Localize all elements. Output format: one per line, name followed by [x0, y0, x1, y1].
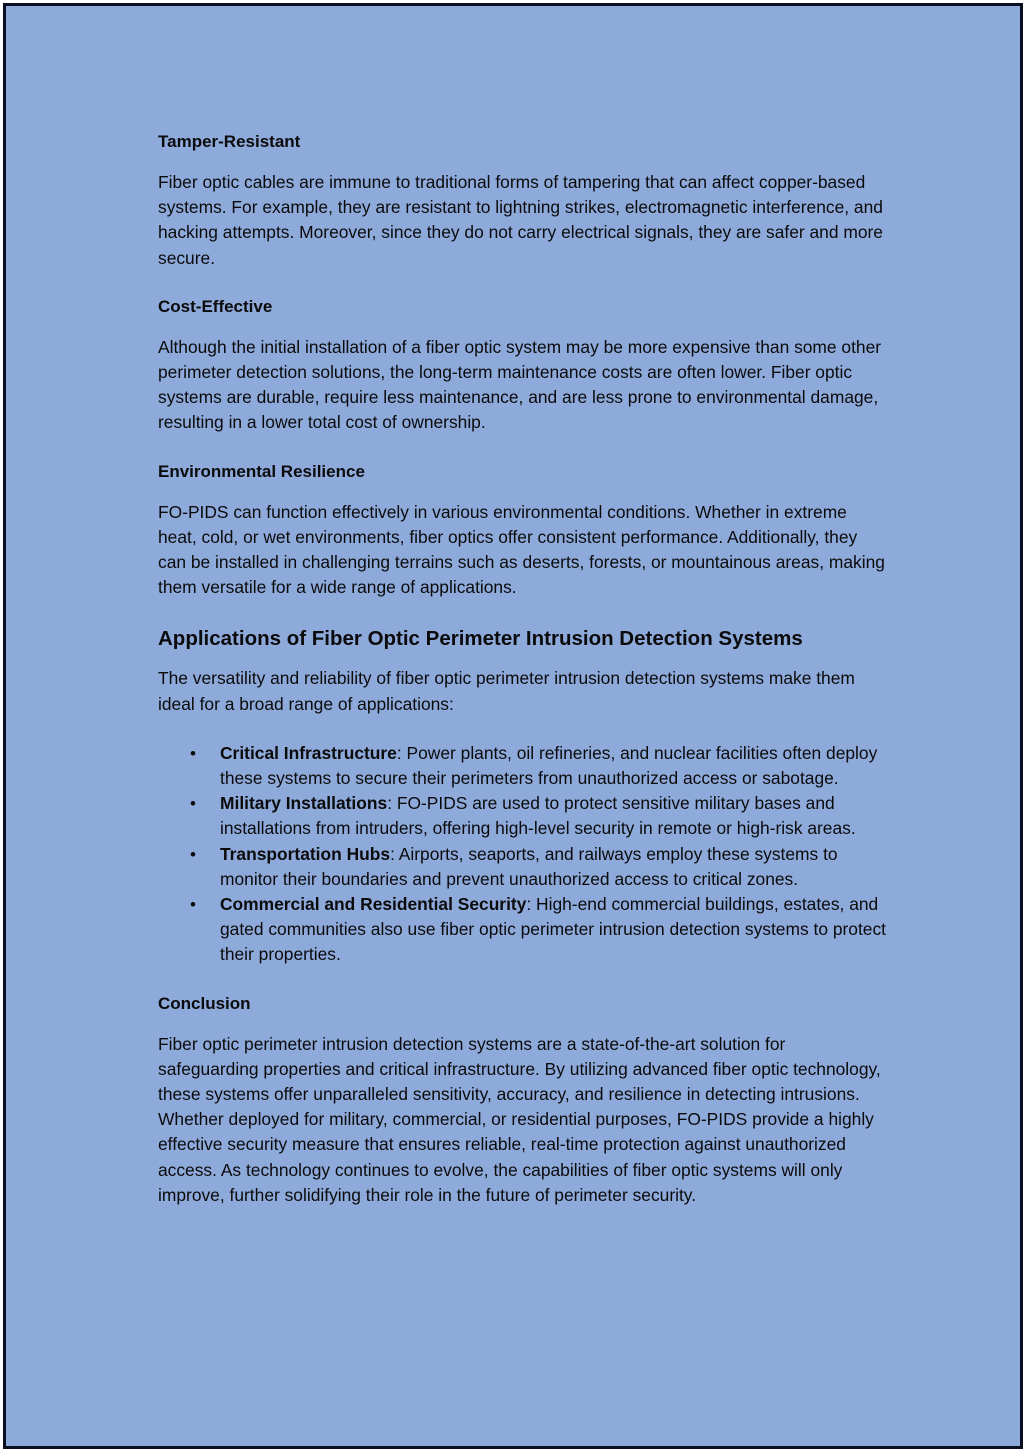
document-content — [158, 130, 888, 1232]
document-page — [3, 3, 1023, 1449]
cost-effective-paragraph: Although the initial installation of a fiber optic system may be more expensive than some other perimeter detection solutions, the long-term maintenance costs are often lower. Fiber optic systems are durable, require less maintenance, and are less prone to environmental damage, resulting in a lower total cost of ownership. — [158, 336, 882, 433]
applications-intro: The versatility and reliability of fiber optic perimeter intrusion detection systems make them ideal for a broad range of applications: — [158, 668, 855, 714]
environmental-resilience-heading: Environmental Resilience — [158, 461, 365, 481]
tamper-resistant-heading: Tamper-Resistant — [158, 132, 301, 151]
applications-heading: Applications of Fiber Optic Perimeter Intrusion Detection Systems — [158, 627, 803, 651]
list-item-term: Commercial and Residential Security — [220, 894, 527, 915]
list-item — [158, 842, 888, 892]
bullet-icon: • — [190, 794, 196, 814]
list-item-term: Military Installations — [220, 793, 388, 814]
list-item — [158, 892, 888, 968]
list-item-text: : FO-PIDS are used to protect sensitive military bases and installations from intruders, offering high-level security in remote or high-risk areas. — [220, 793, 856, 839]
conclusion-paragraph: Fiber optic perimeter intrusion detection systems are a state-of-the-art solution for safeguarding properties and critical infrastructure. By utilizing advanced fiber optic technology, these systems offer unparalleled sensitivity, accuracy, and resilience in detecting intrusions. Whether deployed for military, commercial, or residential purposes, FO-PIDS provide a highly effective security measure that ensures reliable, real-time protection against unauthorized access. As technology continues to evolve, the capabilities of fiber optic systems will only improve, further solidifying their role in the future of perimeter security. — [158, 1033, 881, 1205]
list-item-text: : Airports, seaports, and railways employ these systems to monitor their boundaries and prevent unauthorized access to critical zones. — [220, 843, 838, 889]
bullet-icon: • — [190, 895, 196, 915]
list-item-text: : Power plants, oil refineries, and nuclear facilities often deploy these systems to secure their perimeters from unauthorized access or sabotage. — [220, 742, 878, 789]
bullet-icon: • — [190, 743, 196, 763]
list-item-term: Transportation Hubs — [220, 843, 391, 864]
list-item — [158, 791, 888, 841]
tamper-resistant-paragraph: Fiber optic cables are immune to traditional forms of tampering that can affect copper-based systems. For example, they are resistant to lightning strikes, electromagnetic interference, and hacking attempts. Moreover, since they do not carry electrical signals, they are safer and more secure. — [158, 172, 883, 268]
conclusion-heading: Conclusion — [158, 993, 251, 1013]
list-item-text: : High-end commercial buildings, estates, and gated communities also use fiber optic perimeter intrusion detection systems to protect their properties. — [220, 894, 886, 965]
list-item — [158, 741, 888, 791]
list-item-term: Critical Infrastructure — [220, 742, 397, 763]
cost-effective-heading: Cost-Effective — [158, 296, 273, 316]
applications-list — [158, 741, 888, 968]
bullet-icon: • — [190, 844, 196, 864]
environmental-resilience-paragraph: FO-PIDS can function effectively in various environmental conditions. Whether in extreme heat, cold, or wet environments, fiber optics offer consistent performance. Additionally, they can be installed in challenging terrains such as deserts, forests, or mountainous areas, making them versatile for a wide range of applications. — [158, 501, 885, 598]
